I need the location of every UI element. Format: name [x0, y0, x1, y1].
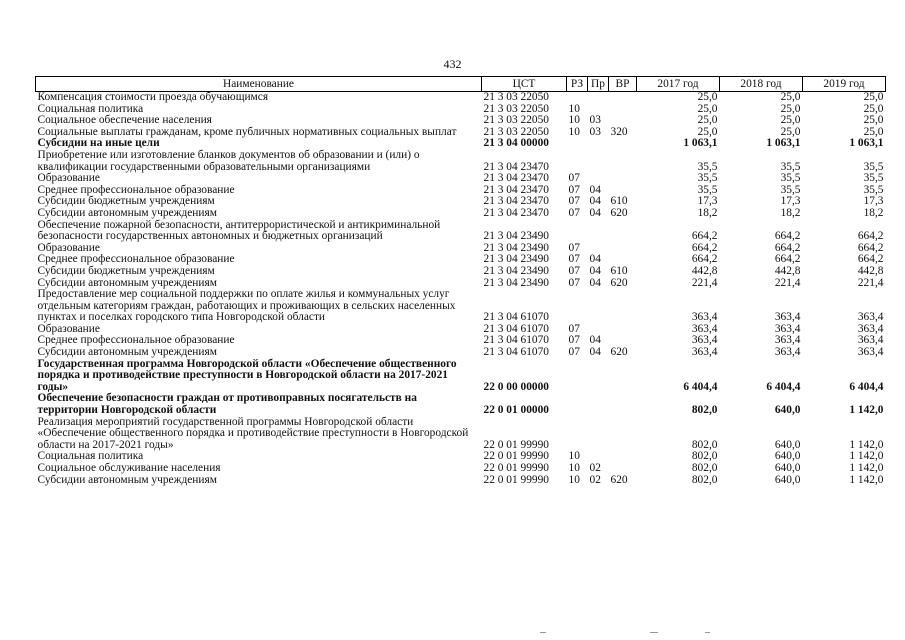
row-rz	[567, 417, 588, 452]
row-cst: 22 0 00 00000	[483, 380, 549, 393]
row-2018: 640,0	[774, 473, 801, 486]
row-2017: 18,2	[697, 206, 718, 219]
row-2018: 25,0	[780, 125, 801, 138]
row-2018: 35,5	[780, 183, 801, 196]
row-vr	[609, 393, 637, 416]
row-2019: 363,4	[857, 346, 884, 359]
row-pr	[588, 92, 609, 104]
row-2018: 363,4	[774, 311, 801, 324]
table-header-row	[36, 77, 886, 92]
row-cst: 21 3 04 23490	[483, 241, 549, 254]
row-name: Субсидии бюджетным учреждениям	[37, 264, 215, 277]
row-vr: 620	[610, 473, 628, 486]
row-2019: 1 142,0	[849, 473, 884, 486]
row-rz: 07	[568, 195, 580, 208]
row-name: Компенсация стоимости проезда обучающимся	[37, 91, 269, 103]
row-2019: 35,5	[863, 183, 884, 196]
row-2018: 363,4	[774, 322, 801, 335]
row-rz: 07	[568, 172, 580, 185]
row-2019: 1 142,0	[849, 438, 884, 451]
page-number: 432	[443, 57, 462, 71]
row-rz	[567, 359, 588, 394]
row-cst: 21 3 04 23470	[483, 160, 549, 173]
row-2017: 363,4	[691, 322, 718, 335]
row-2017: 25,0	[697, 91, 718, 103]
table-row	[36, 475, 886, 487]
row-cst: 21 3 04 23490	[483, 276, 549, 289]
table-row	[36, 359, 886, 394]
row-pr: 04	[589, 264, 601, 277]
row-2017: 35,5	[697, 183, 718, 196]
row-cst: 21 3 04 61070	[483, 334, 549, 347]
row-2017: 1 063,1	[683, 137, 718, 150]
row-cst: 21 3 03 22050	[483, 114, 549, 127]
row-vr: 620	[610, 276, 628, 289]
row-cst: 21 3 03 22050	[483, 91, 549, 103]
row-2017: 664,2	[691, 241, 718, 254]
row-2018: 17,3	[780, 195, 801, 208]
row-cst: 22 0 01 99990	[483, 462, 549, 474]
row-2019: 35,5	[863, 160, 884, 173]
header-name: Наименование	[36, 77, 482, 92]
row-2018: 664,2	[774, 230, 801, 243]
row-name: Социальное обслуживание населения	[37, 462, 221, 474]
row-name: Социальная политика	[37, 102, 144, 115]
table-row	[36, 463, 886, 475]
row-pr	[588, 393, 609, 416]
header-cst: ЦСТ	[482, 77, 567, 92]
row-rz: 07	[568, 334, 580, 347]
row-vr	[609, 173, 637, 185]
row-2019: 363,4	[857, 322, 884, 335]
budget-table	[35, 76, 886, 486]
row-rz: 07	[568, 276, 580, 289]
header-2017: 2017 год	[637, 77, 720, 92]
row-2019: 25,0	[863, 91, 884, 103]
table-row	[36, 266, 886, 278]
row-rz	[567, 393, 588, 416]
row-pr: 04	[589, 195, 601, 208]
row-2017: 802,0	[691, 450, 718, 463]
row-rz	[567, 150, 588, 173]
row-2019: 18,2	[863, 206, 884, 219]
row-2018: 25,0	[780, 91, 801, 103]
row-name: Обеспечение пожарной безопасности, антитеррористической и антикриминальной безопасности государственных автономных и бюджетных организаций	[37, 218, 441, 243]
row-cst: 21 3 04 23470	[483, 183, 549, 196]
row-2018: 18,2	[780, 206, 801, 219]
row-2019: 25,0	[863, 125, 884, 138]
row-2019: 664,2	[857, 253, 884, 266]
row-cst: 22 0 01 99990	[483, 450, 549, 463]
header-vr: ВР	[609, 77, 637, 92]
row-2018: 35,5	[780, 172, 801, 185]
row-2018: 35,5	[780, 160, 801, 173]
row-2018: 363,4	[774, 334, 801, 347]
row-cst: 21 3 04 61070	[483, 322, 549, 335]
row-2018: 640,0	[774, 462, 801, 474]
row-rz: 10	[568, 125, 580, 138]
row-2019: 442,8	[857, 264, 884, 277]
row-vr	[609, 463, 637, 475]
row-name: Социальная политика	[37, 450, 144, 463]
row-name: Реализация мероприятий государственной программы Новгородской области «Обеспечение общественного порядка и противодействие преступности в Новгородской области на 2017-2021 годы»	[37, 415, 469, 451]
row-2018: 25,0	[780, 114, 801, 127]
row-rz: 07	[568, 322, 580, 335]
table-row	[36, 208, 886, 220]
row-pr	[588, 220, 609, 243]
row-name: Государственная программа Новгородской области «Обеспечение общественного порядка и противодействие преступности в Новгородской области на 2017-2021 годы»	[37, 357, 457, 393]
row-vr	[609, 150, 637, 173]
row-2018: 664,2	[774, 253, 801, 266]
row-vr: 620	[610, 206, 628, 219]
row-cst: 22 0 01 00000	[483, 404, 549, 417]
row-cst: 21 3 04 23490	[483, 253, 549, 266]
row-rz: 10	[568, 473, 580, 486]
row-cst: 21 3 04 61070	[483, 346, 549, 359]
row-2019: 6 404,4	[849, 380, 884, 393]
row-2017: 802,0	[691, 404, 718, 417]
row-cst: 22 0 01 99990	[483, 473, 549, 486]
row-name: Образование	[37, 172, 100, 185]
row-2019: 363,4	[857, 311, 884, 324]
row-cst: 21 3 04 23490	[483, 230, 549, 243]
table-row	[36, 347, 886, 359]
row-name: Субсидии автономным учреждениям	[37, 276, 217, 289]
row-2017: 17,3	[697, 195, 718, 208]
row-2017: 802,0	[691, 462, 718, 474]
row-vr: 610	[610, 195, 628, 208]
row-2019: 1 063,1	[849, 137, 884, 150]
row-rz	[567, 220, 588, 243]
row-pr	[588, 417, 609, 452]
row-2018: 640,0	[774, 450, 801, 463]
row-pr: 02	[589, 462, 601, 474]
row-2019: 17,3	[863, 195, 884, 208]
row-2019: 35,5	[863, 172, 884, 185]
table-row	[36, 173, 886, 185]
row-rz	[567, 289, 588, 324]
row-2017: 221,4	[691, 276, 718, 289]
row-name: Субсидии автономным учреждениям	[37, 346, 217, 359]
row-cst: 22 0 01 99990	[483, 438, 549, 451]
row-rz: 07	[568, 264, 580, 277]
row-vr	[609, 92, 637, 104]
row-2017: 25,0	[697, 114, 718, 127]
row-2017: 664,2	[691, 230, 718, 243]
row-cst: 21 3 03 22050	[483, 102, 549, 115]
row-rz: 10	[568, 450, 580, 463]
row-name: Социальные выплаты гражданам, кроме публичных нормативных социальных выплат	[37, 125, 457, 138]
row-2017: 25,0	[697, 102, 718, 115]
row-cst: 21 3 04 23470	[483, 172, 549, 185]
row-pr: 04	[589, 346, 601, 359]
row-name: Субсидии бюджетным учреждениям	[37, 195, 215, 208]
row-vr	[609, 451, 637, 463]
row-cst: 21 3 04 23470	[483, 195, 549, 208]
row-name: Образование	[37, 322, 100, 335]
row-2019: 664,2	[857, 241, 884, 254]
row-2019: 1 142,0	[849, 462, 884, 474]
row-vr: 610	[610, 264, 628, 277]
row-rz: 10	[568, 102, 580, 115]
row-rz: 07	[568, 253, 580, 266]
row-pr	[588, 173, 609, 185]
table-row	[36, 393, 886, 416]
row-2017: 363,4	[691, 334, 718, 347]
row-vr	[609, 417, 637, 452]
table-row	[36, 150, 886, 173]
row-pr: 04	[589, 334, 601, 347]
row-vr: 320	[610, 125, 628, 138]
row-rz: 10	[568, 114, 580, 127]
row-pr: 03	[589, 125, 601, 138]
header-2019: 2019 год	[803, 77, 886, 92]
row-rz	[567, 92, 588, 104]
row-pr	[588, 289, 609, 324]
row-cst: 21 3 04 23470	[483, 206, 549, 219]
row-cst: 21 3 04 61070	[483, 311, 549, 324]
row-2018: 25,0	[780, 102, 801, 115]
row-rz: 07	[568, 241, 580, 254]
row-2019: 221,4	[857, 276, 884, 289]
row-rz: 07	[568, 183, 580, 196]
row-vr	[609, 289, 637, 324]
row-pr: 04	[589, 253, 601, 266]
table-row	[36, 289, 886, 324]
row-name: Субсидии на иные цели	[37, 137, 160, 150]
scan-edge-marks	[540, 632, 740, 635]
row-2019: 25,0	[863, 102, 884, 115]
row-name: Субсидии автономным учреждениям	[37, 473, 217, 486]
row-name: Среднее профессиональное образование	[37, 334, 235, 347]
row-vr: 620	[610, 346, 628, 359]
header-2018: 2018 год	[720, 77, 803, 92]
row-2017: 6 404,4	[683, 380, 718, 393]
row-2018: 664,2	[774, 241, 801, 254]
row-name: Среднее профессиональное образование	[37, 183, 235, 196]
row-pr	[588, 150, 609, 173]
header-pr: Пр	[588, 77, 609, 92]
row-2017: 35,5	[697, 172, 718, 185]
row-2017: 802,0	[691, 438, 718, 451]
row-2017: 802,0	[691, 473, 718, 486]
row-cst: 21 3 03 22050	[483, 125, 549, 138]
table-row	[36, 127, 886, 139]
row-2019: 1 142,0	[849, 404, 884, 417]
row-2018: 1 063,1	[766, 137, 801, 150]
row-vr	[609, 243, 637, 255]
row-2019: 25,0	[863, 114, 884, 127]
row-2017: 25,0	[697, 125, 718, 138]
row-vr	[609, 359, 637, 394]
row-2018: 640,0	[774, 404, 801, 417]
table-row	[36, 220, 886, 243]
table-body	[36, 92, 886, 487]
row-name: Обеспечение безопасности граждан от противоправных посягательств на территории Новгородской области	[37, 392, 417, 417]
row-vr	[609, 324, 637, 336]
row-2017: 363,4	[691, 346, 718, 359]
row-2019: 363,4	[857, 334, 884, 347]
row-rz: 07	[568, 206, 580, 219]
row-2017: 442,8	[691, 264, 718, 277]
row-2018: 221,4	[774, 276, 801, 289]
table-row	[36, 417, 886, 452]
row-2019: 664,2	[857, 230, 884, 243]
row-rz: 07	[568, 346, 580, 359]
row-2017: 664,2	[691, 253, 718, 266]
row-pr: 02	[589, 473, 601, 486]
row-2017: 35,5	[697, 160, 718, 173]
row-2018: 640,0	[774, 438, 801, 451]
row-vr	[609, 104, 637, 116]
row-vr	[609, 220, 637, 243]
row-cst: 21 3 04 00000	[483, 137, 549, 150]
row-name: Социальное обеспечение населения	[37, 114, 212, 127]
row-2018: 6 404,4	[766, 380, 801, 393]
row-name: Образование	[37, 241, 100, 254]
row-pr: 03	[589, 114, 601, 127]
row-2018: 442,8	[774, 264, 801, 277]
row-name: Субсидии автономным учреждениям	[37, 206, 217, 219]
row-2017: 363,4	[691, 311, 718, 324]
row-pr: 04	[589, 276, 601, 289]
row-cst: 21 3 04 23490	[483, 264, 549, 277]
row-pr	[588, 138, 609, 150]
row-name: Предоставление мер социальной поддержки по оплате жилья и коммунальных услуг отдельным категориям граждан, работающих и проживающих в сельских населенных пунктах и поселках городского типа Новгородской области	[37, 288, 456, 324]
row-rz: 10	[568, 462, 580, 474]
row-pr	[588, 359, 609, 394]
row-2019: 1 142,0	[849, 450, 884, 463]
row-pr: 04	[589, 183, 601, 196]
header-rz: РЗ	[567, 77, 588, 92]
row-name: Приобретение или изготовление бланков документов об образовании и (или) о квалификации государственными образовательными организациями	[37, 148, 420, 173]
row-pr: 04	[589, 206, 601, 219]
row-vr	[609, 138, 637, 150]
row-2018: 363,4	[774, 346, 801, 359]
row-name: Среднее профессиональное образование	[37, 253, 235, 266]
table-row	[36, 92, 886, 104]
row-rz	[567, 138, 588, 150]
